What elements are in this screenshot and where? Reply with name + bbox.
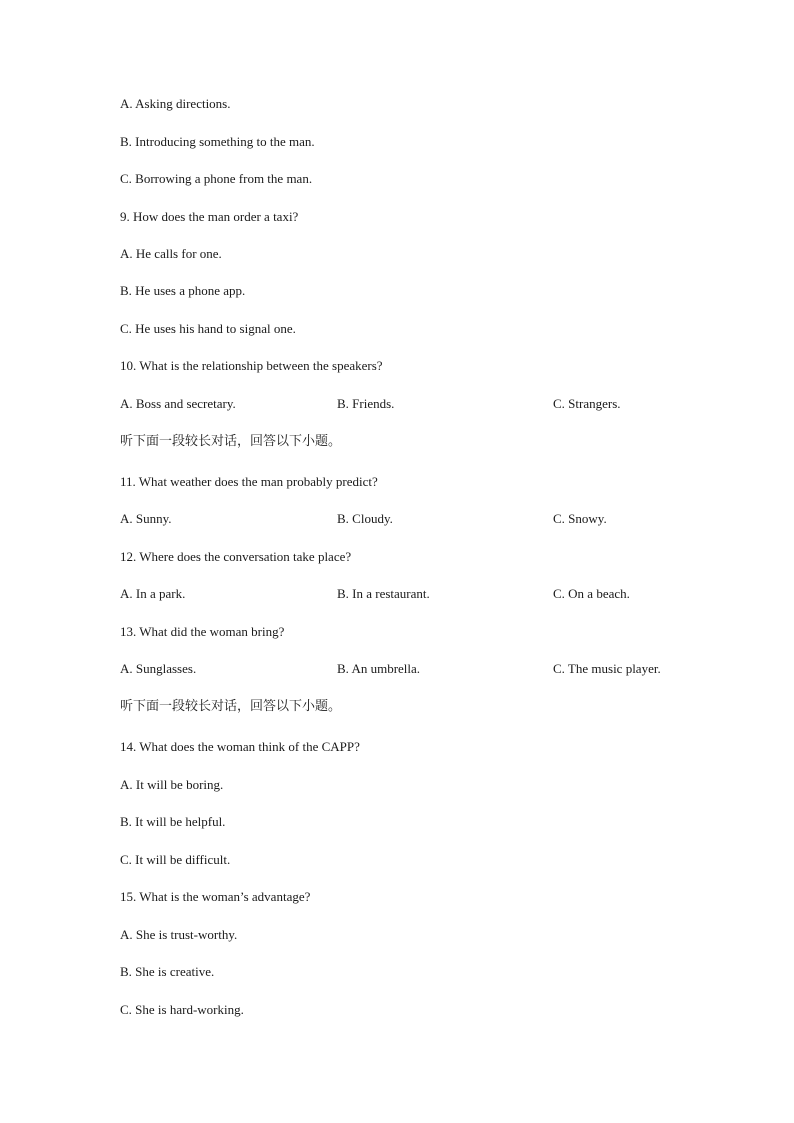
- q10-option-b: B. Friends.: [337, 396, 395, 411]
- q15-option-c: C. She is hard-working.: [120, 1002, 244, 1017]
- q12-option-a: A. In a park.: [120, 586, 186, 601]
- q14-option-c: C. It will be difficult.: [120, 852, 231, 867]
- q10-option-c: C. Strangers.: [553, 396, 621, 411]
- q9-option-c: C. He uses his hand to signal one.: [120, 321, 296, 336]
- q13-options: [120, 661, 720, 677]
- q10-options: [120, 396, 720, 412]
- q15-option-a: A. She is trust-worthy.: [120, 927, 238, 942]
- q11-option-c: C. Snowy.: [553, 511, 607, 526]
- q14-option-a: A. It will be boring.: [120, 777, 224, 792]
- q13-option-a: A. Sunglasses.: [120, 661, 197, 676]
- q15-question: 15. What is the woman’s advantage?: [120, 889, 311, 904]
- q12-question: 12. Where does the conversation take place?: [120, 549, 352, 564]
- section-instruction: 听下面一段较长对话，回答以下小题。: [120, 699, 342, 714]
- q11-option-a: A. Sunny.: [120, 511, 172, 526]
- q9-option-a: A. He calls for one.: [120, 246, 222, 261]
- q14-question: 14. What does the woman think of the CAPP?: [120, 739, 360, 754]
- q12-option-b: B. In a restaurant.: [337, 586, 430, 601]
- q15-option-b: B. She is creative.: [120, 964, 215, 979]
- q13-option-c: C. The music player.: [553, 661, 661, 676]
- q9-question: 9. How does the man order a taxi?: [120, 209, 299, 224]
- q12-option-c: C. On a beach.: [553, 586, 630, 601]
- q9-option-b: B. He uses a phone app.: [120, 283, 246, 298]
- q10-question: 10. What is the relationship between the speakers?: [120, 358, 383, 373]
- q8-option-c: C. Borrowing a phone from the man.: [120, 171, 313, 186]
- q14-option-b: B. It will be helpful.: [120, 814, 226, 829]
- q13-question: 13. What did the woman bring?: [120, 624, 285, 639]
- q12-options: [120, 586, 720, 602]
- q11-options: [120, 511, 720, 527]
- q13-option-b: B. An umbrella.: [337, 661, 421, 676]
- q11-option-b: B. Cloudy.: [337, 511, 393, 526]
- section-instruction: 听下面一段较长对话，回答以下小题。: [120, 434, 342, 449]
- q11-question: 11. What weather does the man probably predict?: [120, 474, 378, 489]
- q8-option-a: A. Asking directions.: [120, 96, 231, 111]
- q8-option-b: B. Introducing something to the man.: [120, 134, 315, 149]
- q10-option-a: A. Boss and secretary.: [120, 396, 236, 411]
